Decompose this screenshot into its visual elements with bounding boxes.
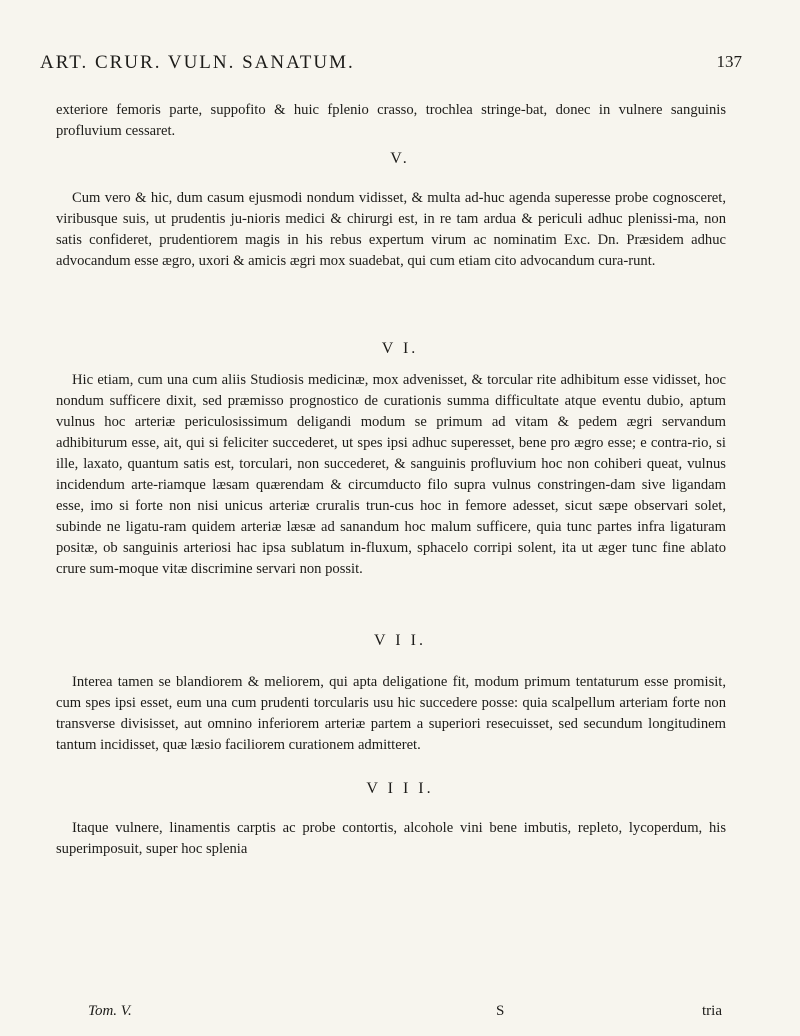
- section-number-vii: V I I.: [374, 632, 426, 649]
- page-number: 137: [716, 52, 742, 71]
- paragraph-viii: Itaque vulnere, linamentis carptis ac probe contortis, alcohole vini bene imbutis, repleto, lycoperdum, his superimposuit, super hoc splenia: [56, 820, 726, 857]
- running-title: ART. CRUR. VULN. SANATUM.: [40, 52, 355, 73]
- page-header: [40, 52, 760, 82]
- page-footer: [56, 1003, 726, 1025]
- catchword: tria: [702, 1003, 722, 1019]
- paragraph-vi: Hic etiam, cum una cum aliis Studiosis medicinæ, mox advenisset, & torcular rite adhibitum esse vidisset, hoc nondum sufficere dixit, sed præmisso prognostico de curationis summa difficultate atque eventu dubio, aptum vulnus hoc arteriæ periculosissimum deligandi modum se primum ad vitam & pedem ægri servandum adhibiturum esse, ait, qui si feliciter succederet, ut spes ipsi adhuc superesset, bene pro ægro esse; e contra-rio, si ille, laxato, quantum satis est, torculari, non succederet, & sanguinis profluvium hoc non cohiberi queat, vulnus incidendum arte-riamque læsam quærendam & circumducto filo supra vulnus constringen-dam sive ligandam esse, imo si forte non nisi unicus arteriæ cruralis trun-cus hoc in femore adesset, sicut sæpe observari solet, subinde ne ligatu-ram quidem arteriæ læsæ ad sanandum hoc malum sufficere, quia tunc partes infra ligaturam positæ, ob sanguinis arteriosi hac ipsa sublatum in-fluxum, sphacelo corripi solent, ita ut æger tunc fine ablato crure sum-moque vitæ discrimine servari non possit.: [56, 372, 726, 577]
- paragraph-v: Cum vero & hic, dum casum ejusmodi nondum vidisset, & multa ad-huc agenda superesse probe cognosceret, viribusque suis, ut prudentis ju-nioris medici & chirurgi est, in re tam ardua & periculi adhuc plenissi-ma, non satis confideret, prudentiorem magis in his rebus expertum virum ac nominatim Exc. Dn. Præsidem adhuc advocandum esse ægro, uxori & amicis ægri mox suadebat, qui cum etiam cito advocandum cura-runt.: [56, 190, 726, 269]
- section-number-vi: V I.: [381, 340, 419, 357]
- volume-mark: Tom. V.: [88, 1003, 132, 1019]
- paragraph-continuation: exteriore femoris parte, suppofito & huic fplenio crasso, trochlea stringe-bat, donec in vulnere sanguinis profluvium cessaret.: [56, 102, 726, 139]
- paragraph-vii: Interea tamen se blandiorem & meliorem, qui apta deligatione fit, modum primum tentaturum esse promisit, cum spes ipsi esset, eum una cum prudenti torcularis usu hic succedere posse: quia scalpellum arteriam forte non transverse divisisset, aut omnino inferiorem arteriæ partem a superiori resecuisset, sed secundum longitudinem tantum incidisset, quæ læsio faciliorem curationem admitteret.: [56, 674, 726, 753]
- section-number-v: V.: [390, 150, 410, 167]
- signature-mark: S: [496, 1003, 505, 1019]
- section-number-viii: V I I I.: [366, 780, 434, 797]
